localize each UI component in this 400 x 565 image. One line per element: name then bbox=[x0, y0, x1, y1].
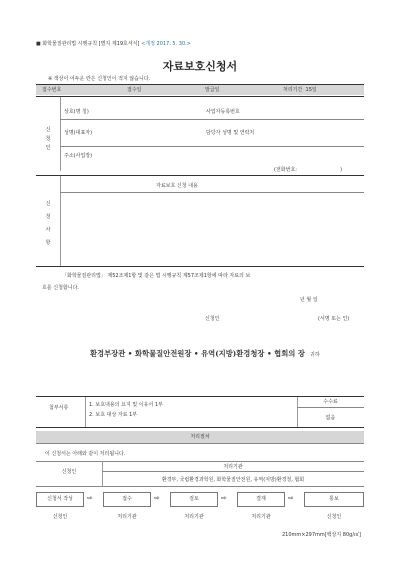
flow-actor: 처리기관 bbox=[117, 514, 137, 520]
phone-field[interactable] bbox=[274, 167, 342, 173]
flow-actor: 신청인 bbox=[52, 514, 68, 520]
contact-person-field[interactable]: 담당자 성명 및 연락처 bbox=[206, 130, 255, 136]
agency-line bbox=[102, 471, 364, 472]
shading-note: ※ 색상이 어두운 란은 신청인이 적지 않습니다. bbox=[48, 76, 151, 82]
flow-actor: 처리기관 bbox=[251, 514, 271, 520]
flow-actor: 신청인 bbox=[326, 514, 342, 520]
flow-step-label: 결재 bbox=[256, 496, 266, 502]
arrow-icon: ⇨ bbox=[87, 494, 93, 502]
attachment-item: 2. 보호 대상 자료 1부 bbox=[89, 412, 138, 418]
revision-note: <개정 2017. 5. 30.> bbox=[141, 41, 191, 47]
attachments-divider bbox=[85, 397, 86, 427]
attachments-list bbox=[89, 400, 163, 420]
applicant-section-label bbox=[36, 126, 60, 153]
procedure-header-line bbox=[36, 443, 364, 444]
processing-days: 15일 bbox=[305, 87, 317, 93]
attachments-label: 첨부서류 bbox=[49, 405, 69, 411]
top-row-bottom bbox=[36, 96, 364, 97]
applicant-divider bbox=[60, 97, 61, 171]
form-title: 자료보호신청서 bbox=[162, 60, 238, 73]
fee-line bbox=[297, 407, 364, 408]
recipient: 환경부장관 • 화학물질안전원장 • 유역(지방)환경청장 • 협회의 장 bbox=[90, 349, 305, 358]
phone-close: ) bbox=[340, 167, 343, 173]
request-section-label bbox=[36, 198, 60, 250]
row-line bbox=[60, 119, 364, 120]
recipient-line bbox=[90, 341, 320, 360]
applicant-sign-label: 신청인 bbox=[205, 316, 220, 322]
form-reference bbox=[36, 41, 191, 47]
row-line bbox=[60, 192, 364, 193]
label-char: 항 bbox=[45, 240, 51, 246]
request-content-input[interactable] bbox=[64, 196, 360, 262]
label-char: 사 bbox=[45, 227, 51, 233]
representative-field[interactable]: 성명(대표자) bbox=[64, 130, 93, 136]
procedure-description: 이 신청서는 아래와 같이 처리됩니다. bbox=[45, 451, 126, 457]
biz-reg-no-field[interactable]: 사업자등록번호 bbox=[206, 109, 240, 115]
row-line bbox=[60, 146, 364, 147]
recipient-suffix: 귀하 bbox=[310, 352, 320, 358]
statement-line-1: 「화학물질관리법」 제52조제1항 및 같은 법 시행규칙 제57조제1항에 따라 자료의 보 bbox=[62, 273, 251, 279]
law-reference: 화학물질관리법 시행규칙 [별지 제19호서식] bbox=[42, 41, 140, 47]
procedure-applicant-label: 신청인 bbox=[61, 469, 77, 475]
flow-step-label: 접수 bbox=[122, 496, 132, 502]
agency-label: 처리기관 bbox=[223, 464, 243, 470]
signature-field[interactable]: (서명 또는 인) bbox=[318, 316, 350, 322]
request-content-label: 자료보호 신청 내용 bbox=[156, 183, 198, 189]
label-char: 청 bbox=[45, 214, 51, 220]
request-divider bbox=[60, 176, 61, 266]
processing-label: 처리기간 bbox=[283, 87, 303, 93]
flow-step-label: 통보 bbox=[329, 496, 339, 502]
phone-label: (전화번호: bbox=[274, 167, 297, 173]
agency-value: 환경부, 국립환경과학원, 화학물질안전원, 유역(지방)환경청, 협회 bbox=[161, 477, 305, 483]
arrow-icon: ⇨ bbox=[288, 494, 294, 502]
processing-period bbox=[283, 87, 317, 93]
flow-step-label: 신청서 작성 bbox=[47, 496, 73, 502]
label-char: 인 bbox=[45, 145, 51, 151]
flow-step-label: 검토 bbox=[189, 496, 199, 502]
arrow-icon: ⇨ bbox=[154, 494, 160, 502]
issue-date-label: 발급일 bbox=[205, 87, 220, 93]
company-name-field[interactable]: 상호(명 칭) bbox=[64, 109, 89, 115]
agency-bottom bbox=[36, 486, 364, 487]
attachment-item: 1. 보호내용의 요지 및 이유서 1부 bbox=[89, 402, 163, 408]
attachments-bottom bbox=[36, 427, 364, 428]
label-char: 신 bbox=[45, 127, 51, 133]
bullet-icon: ■ bbox=[36, 41, 41, 47]
applicant-bottom bbox=[36, 175, 364, 176]
address-field[interactable]: 주소(사업장) bbox=[64, 153, 93, 159]
procedure-header: 처리절차 bbox=[190, 434, 210, 440]
receipt-number-label: 접수번호 bbox=[42, 87, 62, 93]
statement-line-2: 호를 신청합니다. bbox=[42, 285, 79, 291]
arrow-icon: ⇨ bbox=[221, 494, 227, 502]
label-char: 신 bbox=[45, 201, 51, 207]
receipt-date-label: 접수일 bbox=[127, 87, 142, 93]
row-line bbox=[36, 461, 364, 462]
request-bottom bbox=[36, 266, 364, 267]
fee-value: 없음 bbox=[325, 415, 336, 421]
flow-actor: 처리기관 bbox=[184, 514, 204, 520]
label-char: 청 bbox=[45, 136, 51, 142]
paper-spec: 210mm×297mm[백상지 80g/㎡] bbox=[282, 532, 361, 538]
fee-label: 수수료 bbox=[323, 399, 338, 405]
statement-date[interactable]: 년 월 일 bbox=[300, 297, 318, 303]
